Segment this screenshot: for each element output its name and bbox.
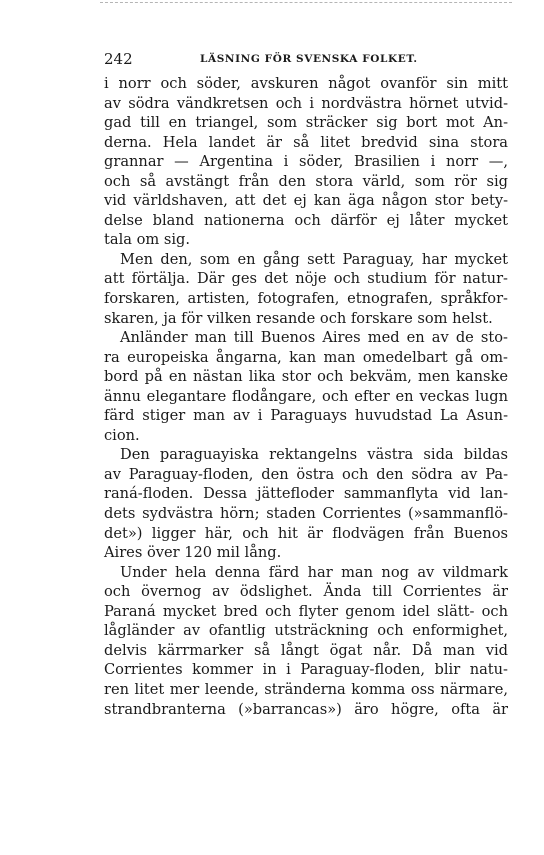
text-line: och så avstängt från den stora värld, som rör sig	[104, 172, 508, 190]
text-line: strandbranterna (»barrancas») äro högre, ofta är	[104, 700, 508, 718]
page-number: 242	[104, 50, 133, 68]
text-line: av Paraguay-floden, den östra och den södra av Pa-	[104, 465, 508, 483]
text-line: delvis kärrmarker så långt ögat når. Då man vid	[104, 641, 508, 659]
text-line: i norr och söder, avskuren något ovanför sin mitt	[104, 75, 508, 92]
text-line: färd stiger man av i Paraguays huvudstad La Asun-	[104, 407, 508, 425]
text-line: det») ligger här, och hit är flodvägen från Buenos	[104, 524, 508, 542]
text-line: cion.	[104, 426, 140, 444]
text-line: delse bland nationerna och därför ej låter mycket	[104, 211, 508, 229]
text-line: Under hela denna färd har man nog av vildmark	[120, 563, 508, 581]
text-line: skaren, ja för vilken resande och forskare som helst.	[104, 309, 493, 327]
text-line: ren litet mer leende, stränderna komma oss närmare,	[104, 680, 508, 698]
text-line: Aires över 120 mil lång.	[104, 544, 282, 562]
text-line: gad till en triangel, som sträcker sig bort mot An-	[104, 114, 508, 132]
text-line: ra europeiska ångarna, kan man omedelbart gå om-	[104, 348, 508, 366]
page-header	[104, 50, 508, 70]
text-line: tala om sig.	[104, 231, 190, 249]
text-line: av södra vändkretsen och i nordvästra hörnet utvid-	[104, 94, 508, 112]
text-line: raná-floden. Dessa jättefloder sammanflyta vid lan-	[104, 485, 508, 503]
text-line: att förtälja. Där ges det nöje och studium för natur-	[104, 270, 508, 288]
text-line: bord på en nästan lika stor och bekväm, men kanske	[104, 368, 508, 386]
running-title: LÄSNING FÖR SVENSKA FOLKET.	[200, 53, 418, 65]
text-line: grannar — Argentina i söder, Brasilien i norr —,	[104, 153, 508, 171]
text-line: dets sydvästra hörn; staden Corrientes (»sammanflö-	[104, 505, 508, 523]
text-line: ännu elegantare flodångare, och efter en veckas lugn	[104, 387, 508, 405]
text-line: Den paraguayiska rektangelns västra sida bildas	[120, 446, 508, 464]
text-line: vid världshaven, att det ej kan äga någon stor bety-	[104, 192, 508, 210]
body-text	[104, 74, 508, 719]
text-line: derna. Hela landet är så litet bredvid sina stora	[104, 133, 508, 151]
top-border-rule	[100, 2, 512, 3]
text-line: Anländer man till Buenos Aires med en av de sto-	[120, 329, 508, 347]
text-line: och övernog av ödslighet. Ända till Corrientes är	[104, 583, 508, 601]
text-line: lågländer av ofantlig utsträckning och enformighet,	[104, 622, 508, 640]
text-line: Men den, som en gång sett Paraguay, har mycket	[120, 250, 508, 268]
text-line: forskaren, artisten, fotografen, etnografen, språkfor-	[104, 290, 508, 308]
text-line: Paraná mycket bred och flyter genom idel slätt- och	[104, 602, 508, 620]
text-line: Corrientes kommer in i Paraguay-floden, blir natu-	[104, 661, 508, 679]
